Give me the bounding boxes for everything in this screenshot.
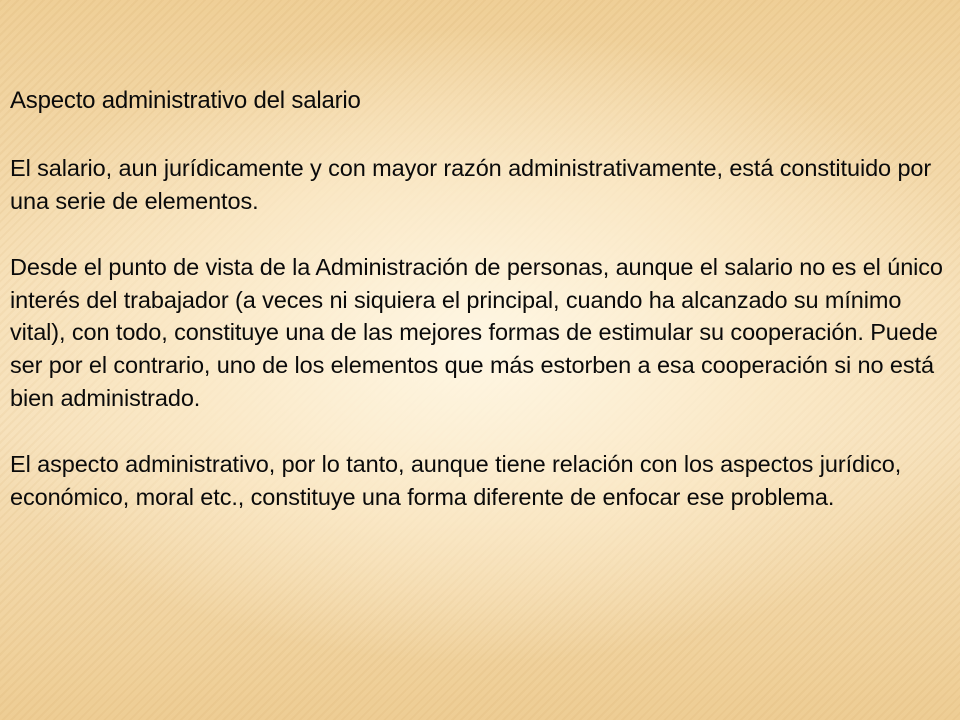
paragraph-administrative-aspect: El aspecto administrativo, por lo tanto, aunque tiene relación con los aspectos jurídico, económico, moral etc., constituye una forma diferente de enfocar ese problema. [10,451,902,510]
slide-content [10,84,950,513]
paragraph-salary-elements: El salario, aun jurídicamente y con mayor razón administrativamente, está constituido por una serie de elementos. [10,155,932,214]
spacer [10,118,950,152]
spacer [10,414,950,448]
paragraph-administration-view: Desde el punto de vista de la Administración de personas, aunque el salario no es el único interés del trabajador (a veces ni siquiera el principal, cuando ha alcanzado su mínimo vital), con todo, constituye una de las mejores formas de estimular su cooperación. Puede ser por el contrario, uno de los elementos que más estorben a esa cooperación si no está bien administrado. [10,254,943,411]
slide-title: Aspecto administrativo del salario [10,87,361,114]
spacer [10,217,950,251]
